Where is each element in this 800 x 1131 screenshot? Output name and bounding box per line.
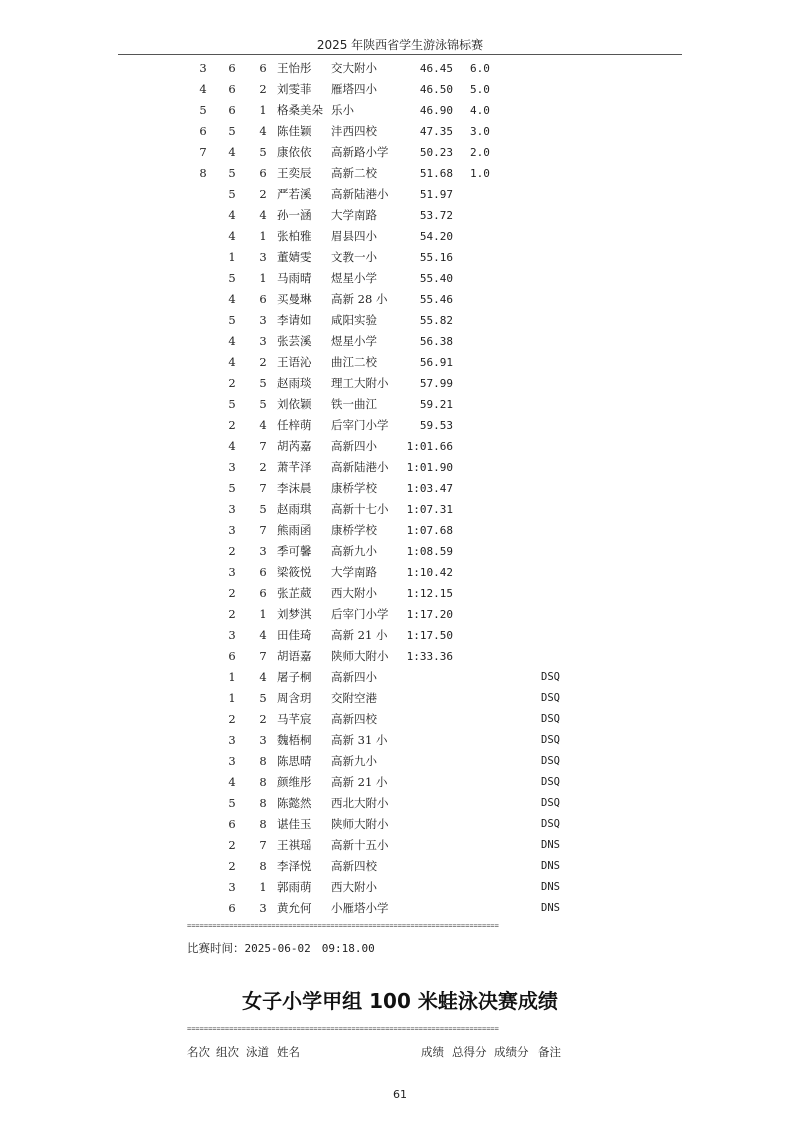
lane-cell: 7 [259, 481, 267, 495]
column-header-score: 成绩分 [494, 1045, 529, 1059]
name-cell: 梁筱悦 [277, 565, 312, 579]
name-cell: 陈懿然 [277, 796, 312, 810]
table-row [0, 100, 800, 121]
group-cell: 2 [228, 376, 236, 390]
lane-cell: 5 [259, 145, 267, 159]
table-row [0, 604, 800, 625]
table-row [0, 499, 800, 520]
name-cell: 郭雨萌 [277, 880, 312, 894]
group-cell: 4 [228, 208, 236, 222]
name-cell: 胡语嘉 [277, 649, 312, 663]
unit-cell: 高新 28 小 [331, 292, 388, 306]
time-cell: 46.50 [419, 83, 453, 96]
note-cell: DNS [541, 839, 560, 851]
lane-cell: 5 [259, 397, 267, 411]
table-row [0, 205, 800, 226]
time-cell: 50.23 [419, 146, 453, 159]
table-row [0, 688, 800, 709]
table-row [0, 268, 800, 289]
name-cell: 熊雨函 [277, 523, 312, 537]
unit-cell: 高新陆港小 [331, 187, 389, 201]
column-header-rank: 名次 [187, 1045, 210, 1059]
column-header-group: 组次 [216, 1045, 239, 1059]
lane-cell: 4 [259, 670, 267, 684]
time-cell: 46.90 [419, 104, 453, 117]
unit-cell: 高新十七小 [331, 502, 389, 516]
name-cell: 王语沁 [277, 355, 312, 369]
group-cell: 4 [228, 229, 236, 243]
time-cell: 47.35 [419, 125, 453, 138]
unit-cell: 高新四小 [331, 670, 377, 684]
lane-cell: 1 [259, 607, 267, 621]
name-cell: 董婧雯 [277, 250, 312, 264]
note-cell: DNS [541, 902, 560, 914]
points-cell: 5.0 [470, 83, 490, 96]
name-cell: 马芊宸 [277, 712, 312, 726]
time-cell: 51.97 [419, 188, 453, 201]
unit-cell: 曲江二校 [331, 355, 377, 369]
group-cell: 1 [228, 250, 236, 264]
column-header-note: 备注 [538, 1045, 561, 1059]
lane-cell: 3 [259, 334, 267, 348]
column-header-total: 总得分 [452, 1045, 487, 1059]
table-row [0, 646, 800, 667]
group-cell: 5 [228, 166, 236, 180]
name-cell: 王奕辰 [277, 166, 312, 180]
unit-cell: 高新九小 [331, 754, 377, 768]
group-cell: 6 [228, 103, 236, 117]
group-cell: 5 [228, 796, 236, 810]
unit-cell: 西北大附小 [331, 796, 389, 810]
note-cell: DNS [541, 881, 560, 893]
unit-cell: 高新 21 小 [331, 628, 388, 642]
group-cell: 1 [228, 691, 236, 705]
points-cell: 3.0 [470, 125, 490, 138]
match-time-label: 比赛时间： [187, 941, 245, 955]
unit-cell: 大学南路 [331, 565, 377, 579]
table-row [0, 121, 800, 142]
unit-cell: 陕师大附小 [331, 649, 389, 663]
match-time-value: 2025-06-02 09:18.00 [244, 942, 375, 955]
unit-cell: 煜星小学 [331, 271, 377, 285]
unit-cell: 高新 31 小 [331, 733, 388, 747]
group-cell: 2 [228, 544, 236, 558]
table-row [0, 457, 800, 478]
lane-cell: 3 [259, 313, 267, 327]
name-cell: 季可馨 [277, 544, 312, 558]
time-cell: 46.45 [419, 62, 453, 75]
table-row [0, 58, 800, 79]
lane-cell: 8 [259, 817, 267, 831]
lane-cell: 3 [259, 901, 267, 915]
name-cell: 严若溪 [277, 187, 312, 201]
time-cell: 1:01.66 [406, 440, 453, 453]
time-cell: 55.40 [419, 272, 453, 285]
unit-cell: 西大附小 [331, 586, 377, 600]
unit-cell: 文教一小 [331, 250, 377, 264]
unit-cell: 陕师大附小 [331, 817, 389, 831]
table-row [0, 289, 800, 310]
group-cell: 6 [228, 649, 236, 663]
name-cell: 陈思晴 [277, 754, 312, 768]
unit-cell: 高新九小 [331, 544, 377, 558]
lane-cell: 4 [259, 628, 267, 642]
unit-cell: 高新路小学 [331, 145, 389, 159]
group-cell: 3 [228, 733, 236, 747]
lane-cell: 1 [259, 103, 267, 117]
lane-cell: 2 [259, 460, 267, 474]
lane-cell: 8 [259, 796, 267, 810]
group-cell: 1 [228, 670, 236, 684]
unit-cell: 高新十五小 [331, 838, 389, 852]
unit-cell: 铁一曲江 [331, 397, 377, 411]
table-row [0, 184, 800, 205]
time-cell: 1:12.15 [406, 587, 453, 600]
lane-cell: 2 [259, 355, 267, 369]
name-cell: 赵雨琪 [277, 502, 312, 516]
lane-cell: 2 [259, 712, 267, 726]
lane-cell: 8 [259, 859, 267, 873]
lane-cell: 5 [259, 691, 267, 705]
time-cell: 1:01.90 [406, 461, 453, 474]
time-cell: 54.20 [419, 230, 453, 243]
time-cell: 59.21 [419, 398, 453, 411]
unit-cell: 小雁塔小学 [331, 901, 389, 915]
name-cell: 李泽悦 [277, 859, 312, 873]
table-row [0, 877, 800, 898]
column-header-time: 成绩 [421, 1045, 444, 1059]
name-cell: 康依依 [277, 145, 312, 159]
name-cell: 李沫晨 [277, 481, 312, 495]
table-row [0, 562, 800, 583]
unit-cell: 雁塔四小 [331, 82, 377, 96]
table-row [0, 835, 800, 856]
table-row [0, 520, 800, 541]
time-cell: 53.72 [419, 209, 453, 222]
name-cell: 马雨晴 [277, 271, 312, 285]
table-row [0, 436, 800, 457]
note-cell: DSQ [541, 692, 560, 704]
note-cell: DSQ [541, 818, 560, 830]
group-cell: 5 [228, 187, 236, 201]
table-row [0, 856, 800, 877]
unit-cell: 高新四校 [331, 859, 377, 873]
table-row [0, 79, 800, 100]
page-header: 2025 年陕西省学生游泳锦标赛 [316, 38, 484, 52]
table-row [0, 814, 800, 835]
group-cell: 2 [228, 607, 236, 621]
time-cell: 55.16 [419, 251, 453, 264]
group-cell: 3 [228, 565, 236, 579]
time-cell: 1:03.47 [406, 482, 453, 495]
note-cell: DSQ [541, 776, 560, 788]
lane-cell: 6 [259, 61, 267, 75]
lane-cell: 4 [259, 124, 267, 138]
group-cell: 5 [228, 271, 236, 285]
lane-cell: 1 [259, 880, 267, 894]
unit-cell: 康桥学校 [331, 523, 377, 537]
group-cell: 2 [228, 418, 236, 432]
group-cell: 4 [228, 355, 236, 369]
name-cell: 买曼琳 [277, 292, 312, 306]
note-cell: DSQ [541, 734, 560, 746]
group-cell: 5 [228, 124, 236, 138]
group-cell: 2 [228, 712, 236, 726]
note-cell: DSQ [541, 797, 560, 809]
name-cell: 屠子桐 [277, 670, 312, 684]
name-cell: 王祺瑶 [277, 838, 312, 852]
name-cell: 周含玥 [277, 691, 312, 705]
header-rule [118, 54, 682, 55]
group-cell: 3 [228, 502, 236, 516]
unit-cell: 煜星小学 [331, 334, 377, 348]
group-cell: 6 [228, 82, 236, 96]
lane-cell: 3 [259, 250, 267, 264]
table-row [0, 709, 800, 730]
unit-cell: 后宰门小学 [331, 418, 389, 432]
name-cell: 任梓萌 [277, 418, 312, 432]
unit-cell: 咸阳实验 [331, 313, 377, 327]
time-cell: 1:08.59 [406, 545, 453, 558]
unit-cell: 高新四小 [331, 439, 377, 453]
group-cell: 5 [228, 313, 236, 327]
column-headers [0, 1044, 800, 1062]
rank-cell: 7 [199, 145, 207, 159]
unit-cell: 康桥学校 [331, 481, 377, 495]
lane-cell: 6 [259, 565, 267, 579]
time-cell: 1:17.20 [406, 608, 453, 621]
table-row [0, 541, 800, 562]
group-cell: 6 [228, 901, 236, 915]
separator-line: ========================================================================== [187, 922, 499, 930]
name-cell: 孙一涵 [277, 208, 312, 222]
lane-cell: 7 [259, 523, 267, 537]
column-header-lane: 泳道 [246, 1045, 269, 1059]
lane-cell: 8 [259, 775, 267, 789]
lane-cell: 4 [259, 418, 267, 432]
table-row [0, 751, 800, 772]
name-cell: 赵雨琰 [277, 376, 312, 390]
time-cell: 57.99 [419, 377, 453, 390]
unit-cell: 高新四校 [331, 712, 377, 726]
group-cell: 2 [228, 859, 236, 873]
lane-cell: 7 [259, 649, 267, 663]
time-cell: 55.46 [419, 293, 453, 306]
name-cell: 黄允何 [277, 901, 312, 915]
group-cell: 6 [228, 817, 236, 831]
table-row [0, 478, 800, 499]
time-cell: 51.68 [419, 167, 453, 180]
unit-cell: 乐小 [331, 103, 354, 117]
table-row [0, 373, 800, 394]
time-cell: 59.53 [419, 419, 453, 432]
table-row [0, 226, 800, 247]
group-cell: 4 [228, 145, 236, 159]
name-cell: 刘依颖 [277, 397, 312, 411]
table-row [0, 331, 800, 352]
note-cell: DSQ [541, 671, 560, 683]
name-cell: 胡芮嘉 [277, 439, 312, 453]
group-cell: 3 [228, 628, 236, 642]
time-cell: 1:10.42 [406, 566, 453, 579]
name-cell: 李请如 [277, 313, 312, 327]
name-cell: 颜维彤 [277, 775, 312, 789]
lane-cell: 8 [259, 754, 267, 768]
lane-cell: 2 [259, 187, 267, 201]
lane-cell: 6 [259, 166, 267, 180]
table-row [0, 415, 800, 436]
unit-cell: 交附空港 [331, 691, 377, 705]
name-cell: 魏梧桐 [277, 733, 312, 747]
table-row [0, 163, 800, 184]
time-cell: 1:07.31 [406, 503, 453, 516]
unit-cell: 高新陆港小 [331, 460, 389, 474]
group-cell: 3 [228, 880, 236, 894]
table-row [0, 730, 800, 751]
lane-cell: 7 [259, 439, 267, 453]
separator-line: ========================================================================== [187, 1025, 499, 1033]
group-cell: 3 [228, 523, 236, 537]
unit-cell: 眉县四小 [331, 229, 377, 243]
group-cell: 4 [228, 334, 236, 348]
name-cell: 王怡彤 [277, 61, 312, 75]
rank-cell: 6 [199, 124, 207, 138]
points-cell: 2.0 [470, 146, 490, 159]
table-row [0, 583, 800, 604]
table-row [0, 772, 800, 793]
group-cell: 4 [228, 439, 236, 453]
lane-cell: 4 [259, 208, 267, 222]
name-cell: 田佳琦 [277, 628, 312, 642]
table-row [0, 898, 800, 919]
name-cell: 张柏雅 [277, 229, 312, 243]
unit-cell: 高新 21 小 [331, 775, 388, 789]
points-cell: 4.0 [470, 104, 490, 117]
time-cell: 55.82 [419, 314, 453, 327]
unit-cell: 沣西四校 [331, 124, 377, 138]
time-cell: 56.91 [419, 356, 453, 369]
table-row [0, 394, 800, 415]
lane-cell: 6 [259, 586, 267, 600]
column-header-name: 姓名 [277, 1045, 300, 1059]
note-cell: DSQ [541, 755, 560, 767]
name-cell: 刘梦淇 [277, 607, 312, 621]
name-cell: 谌佳玉 [277, 817, 312, 831]
unit-cell: 理工大附小 [331, 376, 389, 390]
group-cell: 2 [228, 838, 236, 852]
unit-cell: 西大附小 [331, 880, 377, 894]
lane-cell: 5 [259, 376, 267, 390]
table-row [0, 310, 800, 331]
group-cell: 5 [228, 397, 236, 411]
time-cell: 56.38 [419, 335, 453, 348]
rank-cell: 8 [199, 166, 207, 180]
lane-cell: 6 [259, 292, 267, 306]
group-cell: 2 [228, 586, 236, 600]
match-time [187, 940, 375, 956]
group-cell: 4 [228, 775, 236, 789]
note-cell: DSQ [541, 713, 560, 725]
name-cell: 陈佳颖 [277, 124, 312, 138]
note-cell: DNS [541, 860, 560, 872]
name-cell: 张芷葳 [277, 586, 312, 600]
section-title: 女子小学甲组 100 米蛙泳决赛成绩 [242, 989, 558, 1013]
table-row [0, 667, 800, 688]
results-table [0, 58, 800, 919]
time-cell: 1:33.36 [406, 650, 453, 663]
unit-cell: 交大附小 [331, 61, 377, 75]
name-cell: 张芸溪 [277, 334, 312, 348]
points-cell: 6.0 [470, 62, 490, 75]
rank-cell: 5 [199, 103, 207, 117]
unit-cell: 后宰门小学 [331, 607, 389, 621]
rank-cell: 4 [199, 82, 207, 96]
lane-cell: 7 [259, 838, 267, 852]
table-row [0, 793, 800, 814]
time-cell: 1:07.68 [406, 524, 453, 537]
name-cell: 萧芊泽 [277, 460, 312, 474]
group-cell: 3 [228, 460, 236, 474]
page-number: 61 [393, 1088, 407, 1101]
group-cell: 4 [228, 292, 236, 306]
lane-cell: 1 [259, 229, 267, 243]
lane-cell: 2 [259, 82, 267, 96]
table-row [0, 352, 800, 373]
group-cell: 6 [228, 61, 236, 75]
group-cell: 5 [228, 481, 236, 495]
rank-cell: 3 [199, 61, 207, 75]
lane-cell: 1 [259, 271, 267, 285]
name-cell: 格桑美朵 [277, 103, 323, 117]
table-row [0, 247, 800, 268]
time-cell: 1:17.50 [406, 629, 453, 642]
lane-cell: 5 [259, 502, 267, 516]
points-cell: 1.0 [470, 167, 490, 180]
group-cell: 3 [228, 754, 236, 768]
table-row [0, 142, 800, 163]
table-row [0, 625, 800, 646]
unit-cell: 高新二校 [331, 166, 377, 180]
lane-cell: 3 [259, 733, 267, 747]
name-cell: 刘雯菲 [277, 82, 312, 96]
lane-cell: 3 [259, 544, 267, 558]
unit-cell: 大学南路 [331, 208, 377, 222]
